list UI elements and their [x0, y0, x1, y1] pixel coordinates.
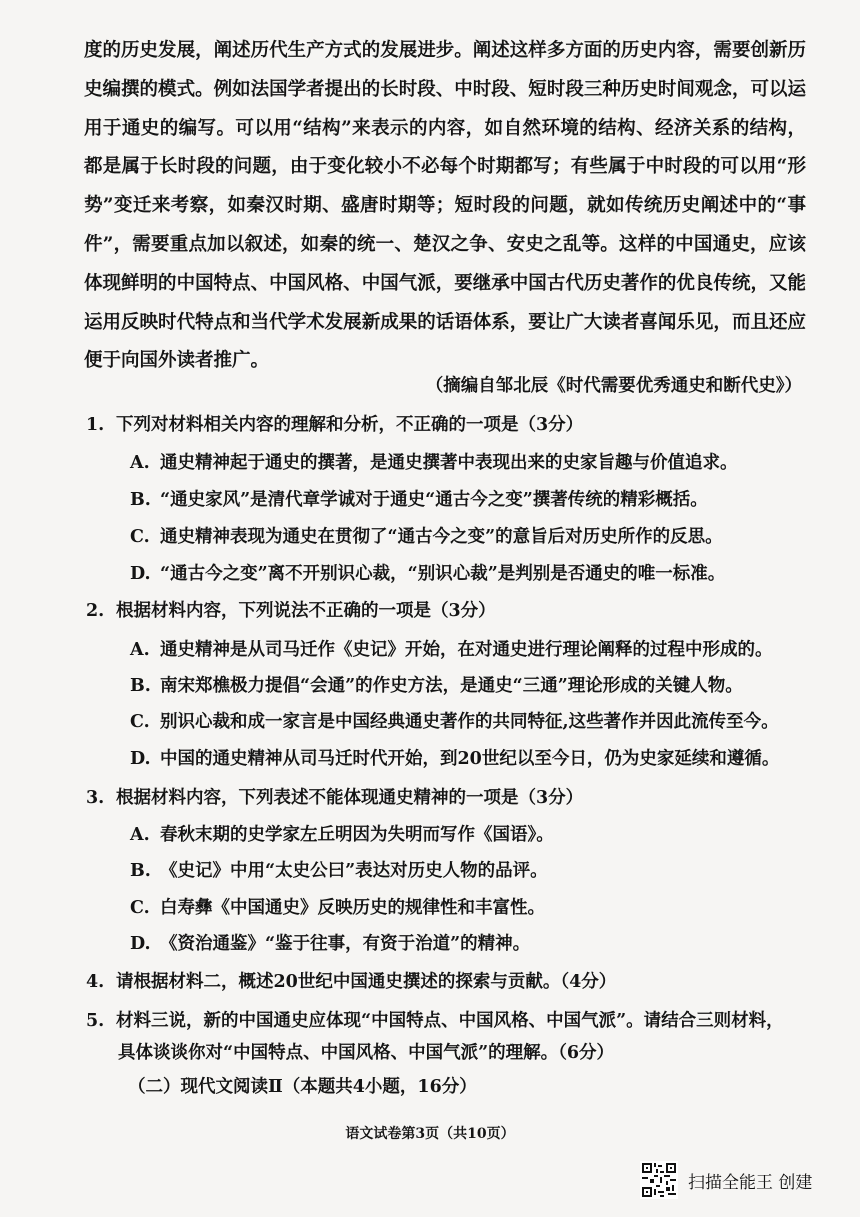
- option-letter: C.: [130, 712, 150, 732]
- option-text: 通史精神表现为通史在贯彻了“通古今之变”的意旨后对历史所作的反思。: [160, 527, 723, 547]
- question-2-option-d: [130, 745, 779, 770]
- option-letter: C.: [130, 527, 150, 547]
- option-text: 中国的通史精神从司马迁时代开始，到20世纪以至今日，仍为史家延续和遵循。: [160, 749, 780, 769]
- question-stem: 根据材料内容，下列表述不能体现通史精神的一项是（3分）: [116, 788, 584, 808]
- question-stem: 根据材料内容，下列说法不正确的一项是（3分）: [116, 601, 496, 621]
- question-1-option-c: [130, 523, 723, 548]
- passage-line: 件”，需要重点加以叙述，如秦的统一、楚汉之争、安史之乱等。这样的中国通史，应该: [84, 233, 806, 255]
- passage-line: 用于通史的编写。可以用“结构”来表示的内容，如自然环境的结构、经济关系的结构，: [84, 117, 806, 139]
- watermark-text: 扫描全能王 创建: [688, 1172, 813, 1193]
- passage-line: 体现鲜明的中国特点、中国风格、中国气派，要继承中国古代历史著作的优良传统，又能: [84, 272, 806, 294]
- option-letter: A.: [130, 825, 150, 845]
- question-1-option-a: [130, 449, 738, 474]
- passage-line: 运用反映时代特点和当代学术发展新成果的话语体系，要让广大读者喜闻乐见，而且还应: [84, 311, 806, 333]
- question-stem: 下列对材料相关内容的理解和分析，不正确的一项是（3分）: [116, 415, 584, 435]
- option-letter: B.: [130, 676, 151, 696]
- option-letter: D.: [130, 934, 151, 954]
- option-letter: C.: [130, 898, 150, 918]
- option-text: 《资治通鉴》“鉴于往事，有资于治道”的精神。: [160, 934, 531, 954]
- question-2-option-c: [130, 708, 779, 733]
- question-stem: 请根据材料二，概述20世纪中国通史撰述的探索与贡献。（4分）: [116, 972, 617, 992]
- option-text: 通史精神是从司马迁作《史记》开始，在对通史进行理论阐释的过程中形成的。: [160, 640, 773, 660]
- question-number: 3.: [86, 788, 105, 808]
- option-letter: D.: [130, 564, 151, 584]
- question-5: [86, 1007, 784, 1032]
- question-stem: 材料三说，新的中国通史应体现“中国特点、中国风格、中国气派”。请结合三则材料，: [116, 1011, 784, 1031]
- option-text: 通史精神起于通史的撰著，是通史撰著中表现出来的史家旨趣与价值追求。: [160, 453, 738, 473]
- option-letter: B.: [130, 490, 151, 510]
- qr-code-icon: [640, 1161, 678, 1199]
- question-1-option-b: [130, 486, 708, 511]
- option-letter: A.: [130, 640, 150, 660]
- reading-passage: [84, 32, 806, 381]
- question-3-option-b: [130, 857, 548, 882]
- option-text: “通史家风”是清代章学诚对于通史“通古今之变”撰著传统的精彩概括。: [160, 490, 708, 510]
- question-3-option-d: [130, 930, 530, 955]
- question-2-option-b: [130, 672, 743, 697]
- passage-line: 度的历史发展，阐述历代生产方式的发展进步。阐述这样多方面的历史内容，需要创新历: [84, 40, 806, 61]
- option-text: 《史记》中用“太史公曰”表达对历史人物的品评。: [160, 861, 548, 881]
- passage-source: （摘编自邹北辰《时代需要优秀通史和断代史》）: [425, 376, 802, 396]
- passage-line: 势”变迁来考察，如秦汉时期、盛唐时期等；短时段的问题，就如传统历史阐述中的“事: [84, 195, 806, 217]
- question-number: 5.: [86, 1011, 105, 1031]
- question-3: [86, 784, 583, 809]
- question-number: 4.: [86, 972, 105, 992]
- question-2-option-a: [130, 636, 773, 661]
- passage-line: 便于向国外读者推广。: [84, 350, 270, 372]
- option-letter: D.: [130, 749, 151, 769]
- passage-line: 史编撰的模式。例如法国学者提出的长时段、中时段、短时段三种历史时间观念，可以运: [84, 78, 806, 100]
- question-1: [86, 411, 583, 436]
- page-footer: 语文试卷第3页（共10页）: [345, 1126, 515, 1142]
- option-letter: A.: [130, 453, 150, 473]
- section-heading: （二）现代文阅读Ⅱ（本题共4小题，16分）: [128, 1077, 477, 1097]
- scanner-watermark: [640, 1160, 840, 1200]
- option-text: 春秋末期的史学家左丘明因为失明而写作《国语》。: [160, 825, 554, 845]
- passage-line: 都是属于长时段的问题，由于变化较小不必每个时期都写；有些属于中时段的可以用“形: [84, 156, 806, 178]
- question-4: [86, 968, 616, 993]
- option-text: 南宋郑樵极力提倡“会通”的作史方法，是通史“三通”理论形成的关键人物。: [160, 676, 743, 696]
- question-3-option-c: [130, 894, 545, 919]
- question-3-option-a: [130, 821, 554, 846]
- question-number: 2.: [86, 601, 105, 621]
- option-text: 白寿彝《中国通史》反映历史的规律性和丰富性。: [160, 898, 545, 918]
- option-letter: B.: [130, 861, 151, 881]
- option-text: 别识心裁和成一家言是中国经典通史著作的共同特征,这些著作并因此流传至今。: [160, 712, 779, 732]
- question-5-stem-continued: 具体谈谈你对“中国特点、中国风格、中国气派”的理解。（6分）: [118, 1043, 615, 1063]
- question-number: 1.: [86, 415, 105, 435]
- question-1-option-d: [130, 560, 725, 585]
- option-text: “通古今之变”离不开别识心裁，“别识心裁”是判别是否通史的唯一标准。: [160, 564, 726, 584]
- question-2: [86, 597, 496, 622]
